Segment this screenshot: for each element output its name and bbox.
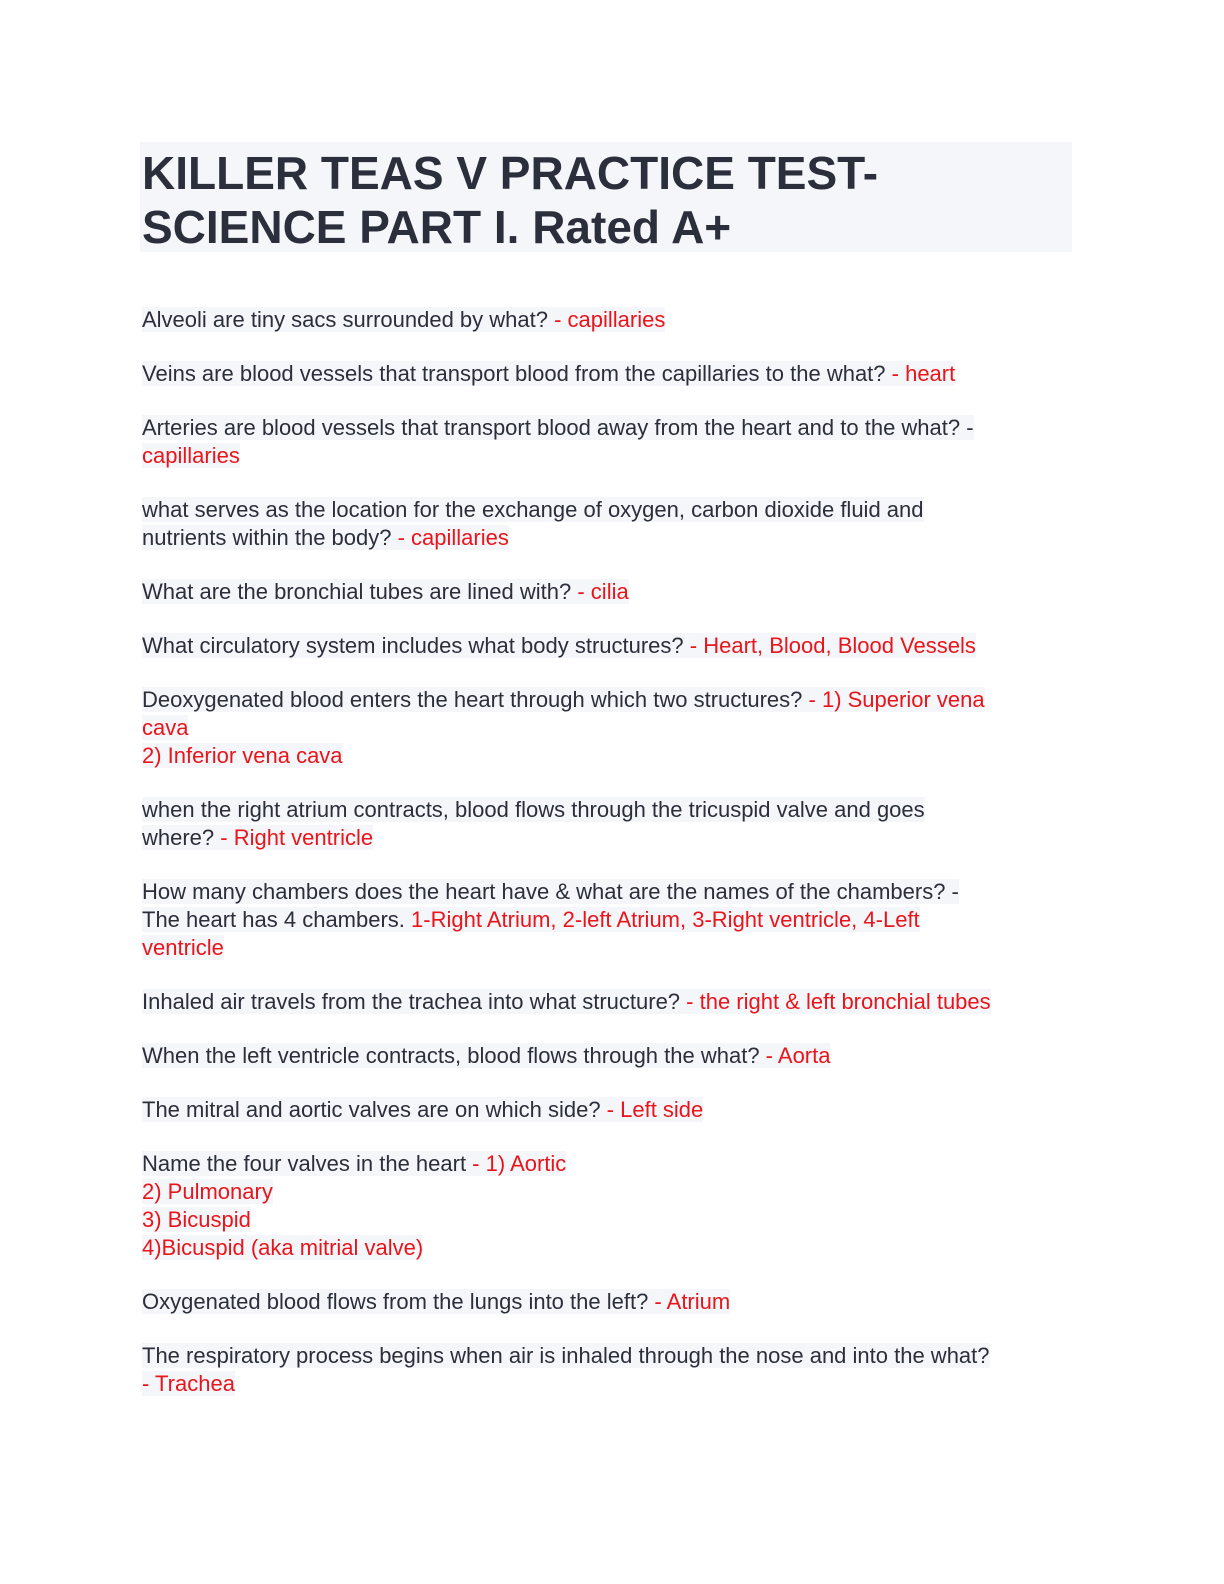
qa-item-13 — [142, 1150, 1072, 1262]
answer-text-line: 3) Bicuspid — [142, 1207, 251, 1232]
answer-text: - capillaries — [391, 525, 509, 550]
qa-item-15 — [142, 1342, 1072, 1398]
answer-text: - the right & left bronchial tubes — [680, 989, 991, 1014]
question-list — [142, 306, 1072, 1398]
question-text: when the right atrium contracts, blood flows through the tricuspid valve and goes — [142, 797, 925, 822]
answer-text: - Heart, Blood, Blood Vessels — [683, 633, 976, 658]
answer-text: - Left side — [600, 1097, 704, 1122]
qa-item-4 — [142, 496, 1072, 552]
qa-item-12 — [142, 1096, 1072, 1124]
question-text: Arteries are blood vessels that transport blood away from the heart and to the what? - — [142, 415, 974, 440]
qa-item-1 — [142, 306, 1072, 334]
question-text: Alveoli are tiny sacs surrounded by what? — [142, 307, 548, 332]
document-page — [142, 142, 1072, 1424]
qa-item-14 — [142, 1288, 1072, 1316]
answer-text: - Atrium — [648, 1289, 731, 1314]
answer-text: - Trachea — [142, 1371, 235, 1396]
answer-text: 1-Right Atrium, 2-left Atrium, 3-Right ventricle, 4-Left — [404, 907, 920, 932]
answer-text-cont: cava — [142, 715, 189, 740]
qa-item-7 — [142, 686, 1072, 770]
answer-text: - heart — [885, 361, 956, 386]
question-text: When the left ventricle contracts, blood flows through the what? — [142, 1043, 760, 1068]
answer-text-line: 2) Pulmonary — [142, 1179, 273, 1204]
question-text: What are the bronchial tubes are lined with? — [142, 579, 572, 604]
qa-item-3 — [142, 414, 1072, 470]
qa-item-5 — [142, 578, 1072, 606]
answer-text: - Right ventricle — [214, 825, 374, 850]
question-text-cont: The heart has 4 chambers. — [142, 907, 405, 932]
answer-text: - cilia — [571, 579, 629, 604]
title-line-1: KILLER TEAS V PRACTICE TEST- — [142, 147, 879, 199]
qa-item-8 — [142, 796, 1072, 852]
qa-item-6 — [142, 632, 1072, 660]
question-text-cont: where? — [142, 825, 215, 850]
question-text: What circulatory system includes what body structures? — [142, 633, 684, 658]
qa-item-11 — [142, 1042, 1072, 1070]
answer-text: capillaries — [142, 443, 240, 468]
answer-text: - 1) Superior vena — [802, 687, 985, 712]
answer-text: - 1) Aortic — [466, 1151, 567, 1176]
title-line-2: SCIENCE PART I. Rated A+ — [142, 201, 732, 253]
question-text: what serves as the location for the exchange of oxygen, carbon dioxide fluid and — [142, 497, 924, 522]
answer-text: - Aorta — [759, 1043, 831, 1068]
question-text: Inhaled air travels from the trachea into what structure? — [142, 989, 681, 1014]
question-text-cont: nutrients within the body? — [142, 525, 392, 550]
question-text: Name the four valves in the heart — [142, 1151, 467, 1176]
question-text: The respiratory process begins when air is inhaled through the nose and into the what? — [142, 1343, 990, 1368]
question-text: The mitral and aortic valves are on which side? — [142, 1097, 601, 1122]
answer-text-line: 2) Inferior vena cava — [142, 743, 343, 768]
qa-item-2 — [142, 360, 1072, 388]
title-block — [140, 142, 1072, 252]
question-text: Deoxygenated blood enters the heart through which two structures? — [142, 687, 803, 712]
question-text: How many chambers does the heart have & what are the names of the chambers? - — [142, 879, 959, 904]
document-title — [142, 142, 1070, 254]
answer-text-cont: ventricle — [142, 935, 224, 960]
question-text: Veins are blood vessels that transport blood from the capillaries to the what? — [142, 361, 886, 386]
question-text: Oxygenated blood flows from the lungs into the left? — [142, 1289, 649, 1314]
answer-text: - capillaries — [548, 307, 666, 332]
qa-item-10 — [142, 988, 1072, 1016]
answer-text-line: 4)Bicuspid (aka mitrial valve) — [142, 1235, 424, 1260]
qa-item-9 — [142, 878, 1072, 962]
